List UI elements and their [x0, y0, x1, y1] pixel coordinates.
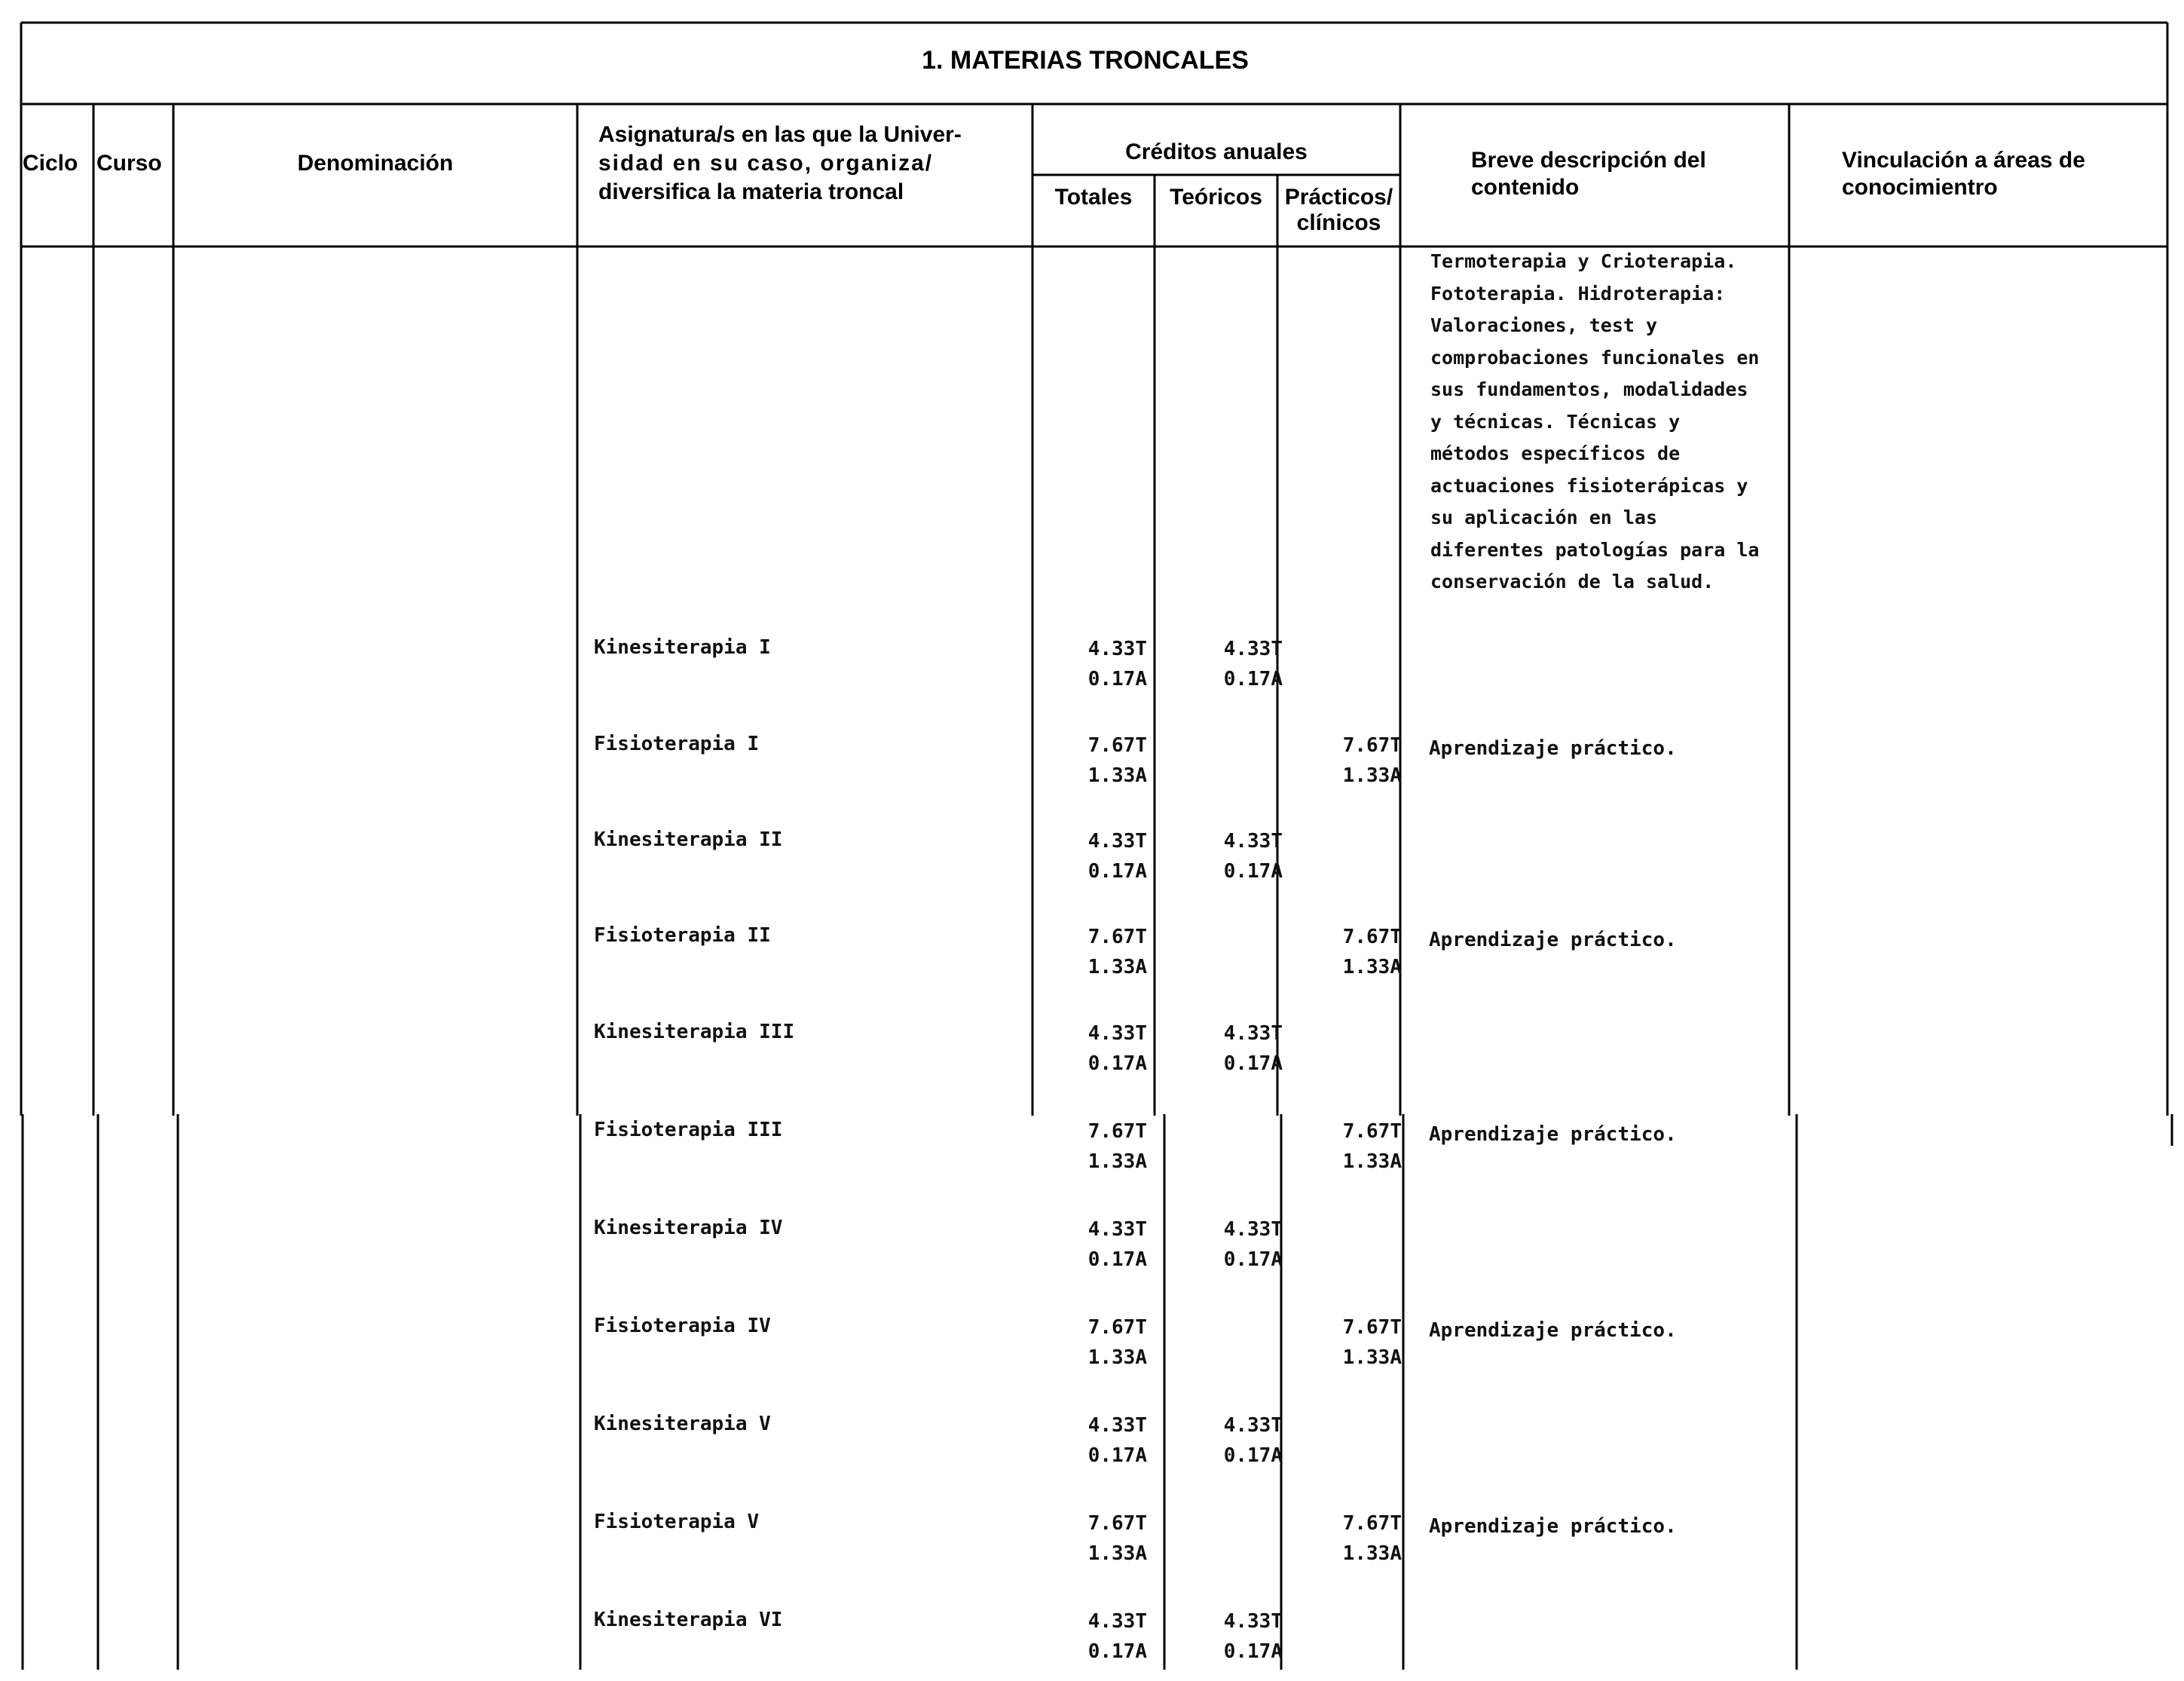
- row-totales-t: 4.33T: [1087, 638, 1147, 660]
- intro-description-line: métodos específicos de: [1430, 442, 1681, 464]
- row-asignatura: Fisioterapia IV: [594, 1315, 771, 1337]
- header-vinculacion-line2: conocimientro: [1842, 175, 1998, 200]
- row-totales-t: 7.67T: [1087, 1512, 1147, 1535]
- row-practicos-a: 1.33A: [1342, 1150, 1402, 1173]
- header-creditos-anuales: Créditos anuales: [1125, 139, 1308, 164]
- row-practicos-t: 7.67T: [1342, 1316, 1402, 1339]
- header-totales: Totales: [1054, 185, 1133, 210]
- header-curso: Curso: [96, 151, 162, 176]
- intro-description-line: diferentes patologías para la: [1430, 538, 1760, 561]
- header-teoricos: Teóricos: [1170, 185, 1262, 210]
- intro-description-line: Valoraciones, test y: [1430, 314, 1658, 336]
- row-teoricos-t: 4.33T: [1223, 1218, 1283, 1241]
- intro-description-line: Fototerapia. Hidroterapia:: [1430, 282, 1726, 305]
- row-asignatura: Kinesiterapia V: [594, 1413, 771, 1435]
- row-totales-a: 1.33A: [1087, 1346, 1147, 1369]
- header-ciclo: Ciclo: [23, 151, 78, 176]
- row-teoricos-a: 0.17A: [1223, 1052, 1283, 1075]
- row-totales-t: 7.67T: [1087, 1120, 1147, 1143]
- row-totales-a: 1.33A: [1087, 764, 1147, 787]
- header-descripcion-line1: Breve descripción del: [1471, 148, 1706, 173]
- intro-description-line: Termoterapia y Crioterapia.: [1430, 250, 1737, 272]
- row-asignatura: Fisioterapia II: [594, 924, 771, 947]
- header-denominacion: Denominación: [297, 151, 454, 176]
- row-asignatura: Fisioterapia I: [594, 733, 760, 755]
- row-practicos-a: 1.33A: [1342, 956, 1402, 978]
- row-practicos-a: 1.33A: [1342, 764, 1402, 787]
- header-descripcion: [1471, 147, 1706, 201]
- row-practicos-a: 1.33A: [1342, 1346, 1402, 1369]
- row-asignatura: Kinesiterapia VI: [594, 1609, 783, 1631]
- row-totales-a: 0.17A: [1087, 1248, 1147, 1271]
- intro-description-line: sus fundamentos, modalidades: [1430, 378, 1748, 400]
- row-descripcion: Aprendizaje práctico.: [1429, 1319, 1677, 1342]
- header-vinculacion: [1842, 147, 2085, 201]
- row-teoricos-a: 0.17A: [1223, 1248, 1283, 1271]
- row-teoricos-t: 4.33T: [1223, 638, 1283, 660]
- row-descripcion: Aprendizaje práctico.: [1429, 737, 1677, 760]
- row-totales-t: 7.67T: [1087, 1316, 1147, 1339]
- row-descripcion: Aprendizaje práctico.: [1429, 1123, 1677, 1146]
- row-totales-t: 4.33T: [1087, 1610, 1147, 1633]
- row-totales-t: 7.67T: [1087, 926, 1147, 948]
- header-practicos-line2: clínicos: [1296, 210, 1381, 235]
- row-asignatura: Kinesiterapia II: [594, 828, 783, 851]
- row-totales-t: 4.33T: [1087, 1022, 1147, 1045]
- intro-description-line: su aplicación en las: [1430, 507, 1658, 528]
- row-teoricos-t: 4.33T: [1223, 830, 1283, 853]
- row-totales-a: 0.17A: [1087, 1640, 1147, 1663]
- row-totales-t: 4.33T: [1087, 1218, 1147, 1241]
- row-totales-t: 4.33T: [1087, 1414, 1147, 1437]
- row-asignatura: Fisioterapia V: [594, 1511, 760, 1533]
- row-asignatura: Kinesiterapia I: [594, 636, 771, 659]
- header-descripcion-line2: contenido: [1471, 175, 1580, 200]
- row-totales-a: 0.17A: [1087, 1444, 1147, 1467]
- section-title: 1. MATERIAS TRONCALES: [922, 46, 1249, 75]
- header-practicos: [1277, 185, 1400, 236]
- row-totales-a: 0.17A: [1087, 1052, 1147, 1075]
- row-practicos-t: 7.67T: [1342, 1512, 1402, 1535]
- row-teoricos-t: 4.33T: [1223, 1610, 1283, 1633]
- row-totales-a: 1.33A: [1087, 1150, 1147, 1173]
- row-teoricos-a: 0.17A: [1223, 860, 1283, 883]
- row-descripcion: Aprendizaje práctico.: [1429, 929, 1677, 951]
- header-practicos-line1: Prácticos/: [1284, 185, 1393, 210]
- row-teoricos-t: 4.33T: [1223, 1414, 1283, 1437]
- row-teoricos-a: 0.17A: [1223, 1444, 1283, 1467]
- row-totales-a: 1.33A: [1087, 1542, 1147, 1565]
- row-teoricos-t: 4.33T: [1223, 1022, 1283, 1045]
- row-totales-a: 0.17A: [1087, 860, 1147, 883]
- row-asignatura: Kinesiterapia III: [594, 1021, 795, 1043]
- header-asignatura-line3: diversifica la materia troncal: [598, 179, 904, 204]
- intro-description-line: actuaciones fisioterápicas y: [1430, 474, 1748, 497]
- intro-description-line: conservación de la salud.: [1430, 571, 1714, 592]
- intro-description-line: y técnicas. Técnicas y: [1430, 410, 1681, 433]
- row-teoricos-a: 0.17A: [1223, 1640, 1283, 1663]
- row-teoricos-a: 0.17A: [1223, 668, 1283, 690]
- row-practicos-t: 7.67T: [1342, 1120, 1402, 1143]
- row-totales-t: 4.33T: [1087, 830, 1147, 853]
- row-totales-t: 7.67T: [1087, 734, 1147, 757]
- row-totales-a: 1.33A: [1087, 956, 1147, 978]
- header-vinculacion-line1: Vinculación a áreas de: [1842, 148, 2085, 173]
- intro-description: [1430, 246, 1791, 599]
- header-asignatura-line1: Asignatura/s en las que la Univer-: [598, 122, 962, 147]
- row-practicos-t: 7.67T: [1342, 734, 1402, 757]
- row-totales-a: 0.17A: [1087, 668, 1147, 690]
- row-descripcion: Aprendizaje práctico.: [1429, 1515, 1677, 1538]
- row-practicos-a: 1.33A: [1342, 1542, 1402, 1565]
- intro-description-line: comprobaciones funcionales en: [1430, 346, 1760, 369]
- header-asignatura: [598, 121, 962, 207]
- header-asignatura-line2: sidad en su caso, organiza/: [598, 151, 934, 176]
- row-practicos-t: 7.67T: [1342, 926, 1402, 948]
- row-asignatura: Kinesiterapia IV: [594, 1217, 783, 1239]
- row-asignatura: Fisioterapia III: [594, 1119, 783, 1141]
